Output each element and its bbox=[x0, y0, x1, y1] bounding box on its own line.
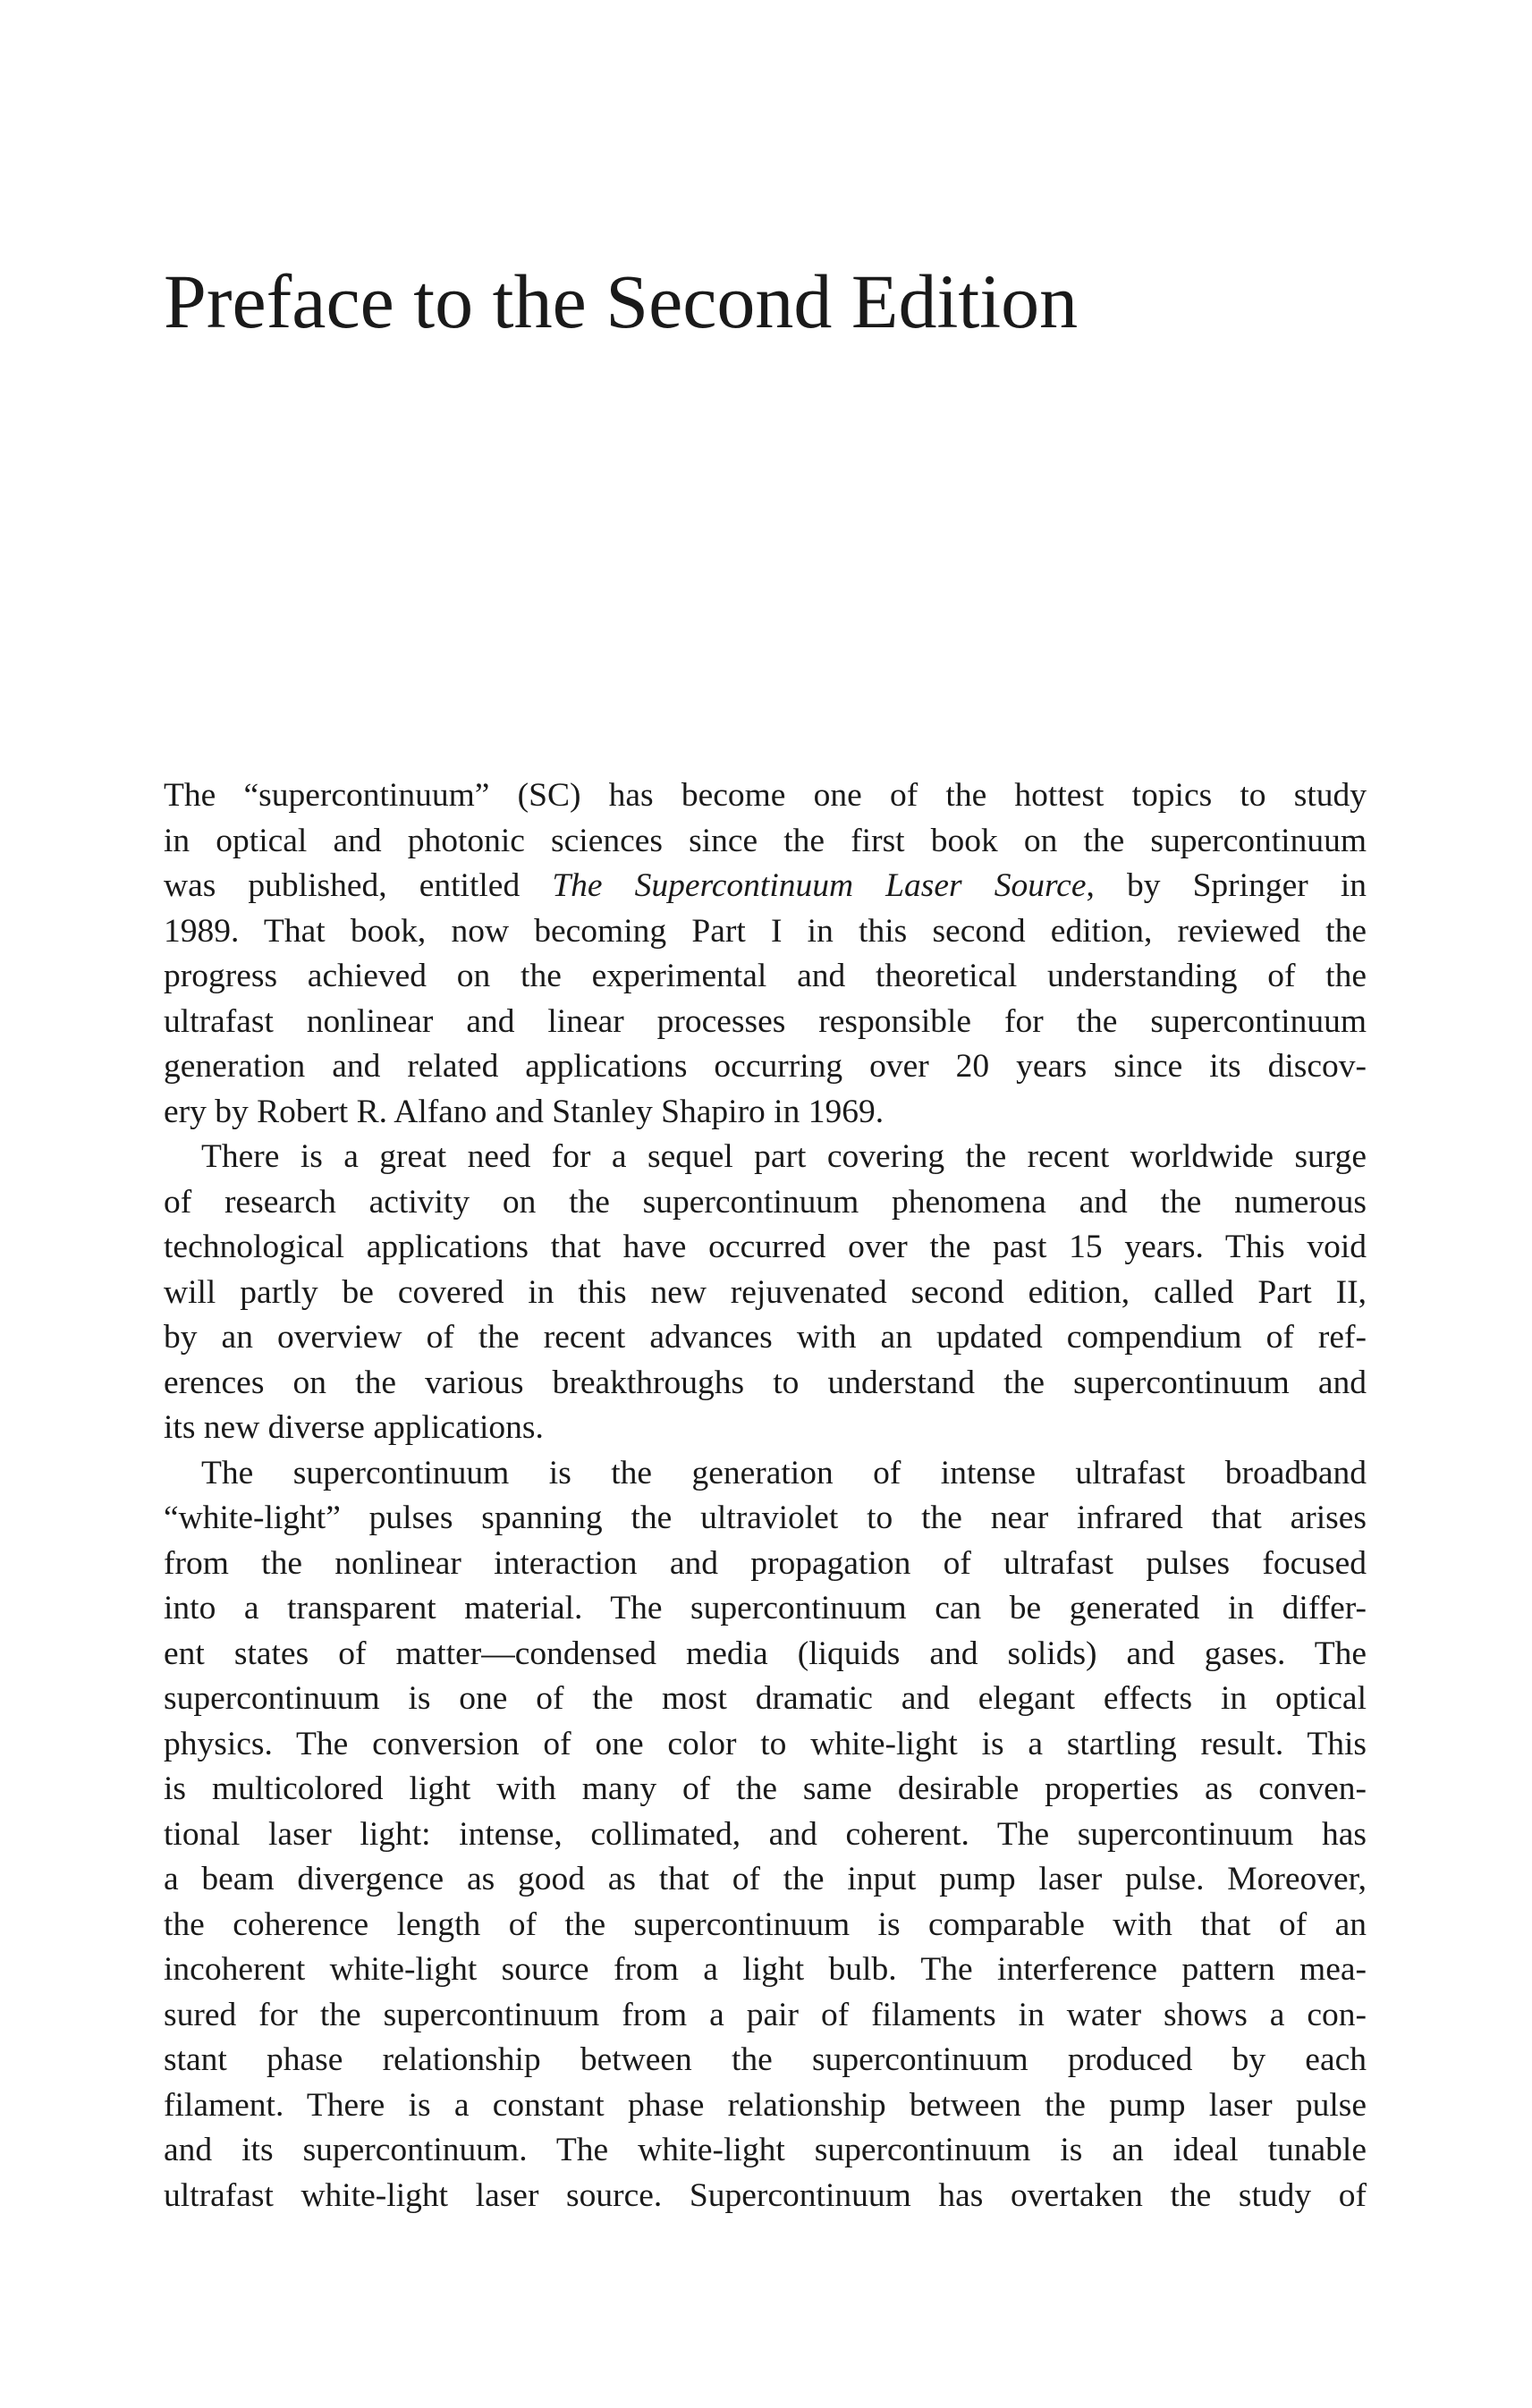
paragraph-1 bbox=[164, 773, 1367, 1135]
text-line: and its supercontinuum. The white-light supercontinuum is an ideal tunable bbox=[164, 2132, 1367, 2168]
text-line: tional laser light: intense, collimated, and coherent. The supercontinuum has bbox=[164, 1815, 1367, 1853]
text-line: The “supercontinuum” (SC) has become one of the hottest topics to study bbox=[164, 777, 1367, 814]
text-line-with-book-title bbox=[164, 864, 1367, 909]
text-line: generation and related applications occurring over 20 years since its discov- bbox=[164, 1048, 1367, 1085]
text-line: sured for the supercontinuum from a pair of filaments in water shows a con- bbox=[164, 1996, 1367, 2033]
text-line: ent states of matter—condensed media (liquids and solids) and gases. The bbox=[164, 1635, 1367, 1672]
text-line: stant phase relationship between the supercontinuum produced by each bbox=[164, 2041, 1367, 2078]
text-line: supercontinuum is one of the most dramatic and elegant effects in optical bbox=[164, 1680, 1367, 1717]
text-line: technological applications that have occurred over the past 15 years. This void bbox=[164, 1229, 1367, 1265]
book-title: The Supercontinuum Laser Source bbox=[552, 867, 1087, 904]
text-line: “white-light” pulses spanning the ultraviolet to the near infrared that arises bbox=[164, 1500, 1367, 1536]
text-line: incoherent white-light source from a light bulb. The interference pattern mea- bbox=[164, 1951, 1367, 1988]
text-line: erences on the various breakthroughs to understand the supercontinuum and bbox=[164, 1364, 1367, 1401]
text-line: in optical and photonic sciences since the first book on the supercontinuum bbox=[164, 822, 1367, 859]
page-title: Preface to the Second Edition bbox=[164, 258, 1079, 344]
text-line: the coherence length of the supercontinuum is comparable with that of an bbox=[164, 1905, 1367, 1943]
text-line: is multicolored light with many of the same desirable properties as conven- bbox=[164, 1770, 1367, 1807]
paragraph-2 bbox=[164, 1135, 1367, 1451]
text-line: of research activity on the supercontinuum phenomena and the numerous bbox=[164, 1183, 1367, 1221]
text-line: ultrafast white-light laser source. Supercontinuum has overtaken the study of bbox=[164, 2176, 1367, 2214]
text-line: 1989. That book, now becoming Part I in this second edition, reviewed the bbox=[164, 912, 1367, 950]
text-line: will partly be covered in this new rejuvenated second edition, called Part II, bbox=[164, 1273, 1367, 1311]
text-line: There is a great need for a sequel part covering the recent worldwide surge bbox=[201, 1138, 1367, 1175]
text-line: ery by Robert R. Alfano and Stanley Shapiro in 1969. bbox=[164, 1093, 884, 1130]
text-line: by an overview of the recent advances with an updated compendium of ref- bbox=[164, 1319, 1367, 1356]
text-line: physics. The conversion of one color to white-light is a startling result. This bbox=[164, 1725, 1367, 1762]
text-line: The supercontinuum is the generation of intense ultrafast broadband bbox=[201, 1454, 1367, 1491]
text-line: its new diverse applications. bbox=[164, 1409, 544, 1446]
text-line: from the nonlinear interaction and propagation of ultrafast pulses focused bbox=[164, 1544, 1367, 1582]
text-fragment: was published, entitled bbox=[164, 867, 521, 904]
text-line: into a transparent material. The supercontinuum can be generated in differ- bbox=[164, 1590, 1367, 1626]
text-fragment: , by Springer in bbox=[1086, 867, 1367, 904]
text-line: ultrafast nonlinear and linear processes responsible for the supercontinuum bbox=[164, 1002, 1367, 1040]
paragraph-3 bbox=[164, 1451, 1367, 2219]
text-line: progress achieved on the experimental and theoretical understanding of the bbox=[164, 958, 1367, 994]
body-text bbox=[164, 773, 1367, 2218]
text-line: filament. There is a constant phase relationship between the pump laser pulse bbox=[164, 2086, 1367, 2124]
text-line: a beam divergence as good as that of the input pump laser pulse. Moreover, bbox=[164, 1861, 1367, 1897]
